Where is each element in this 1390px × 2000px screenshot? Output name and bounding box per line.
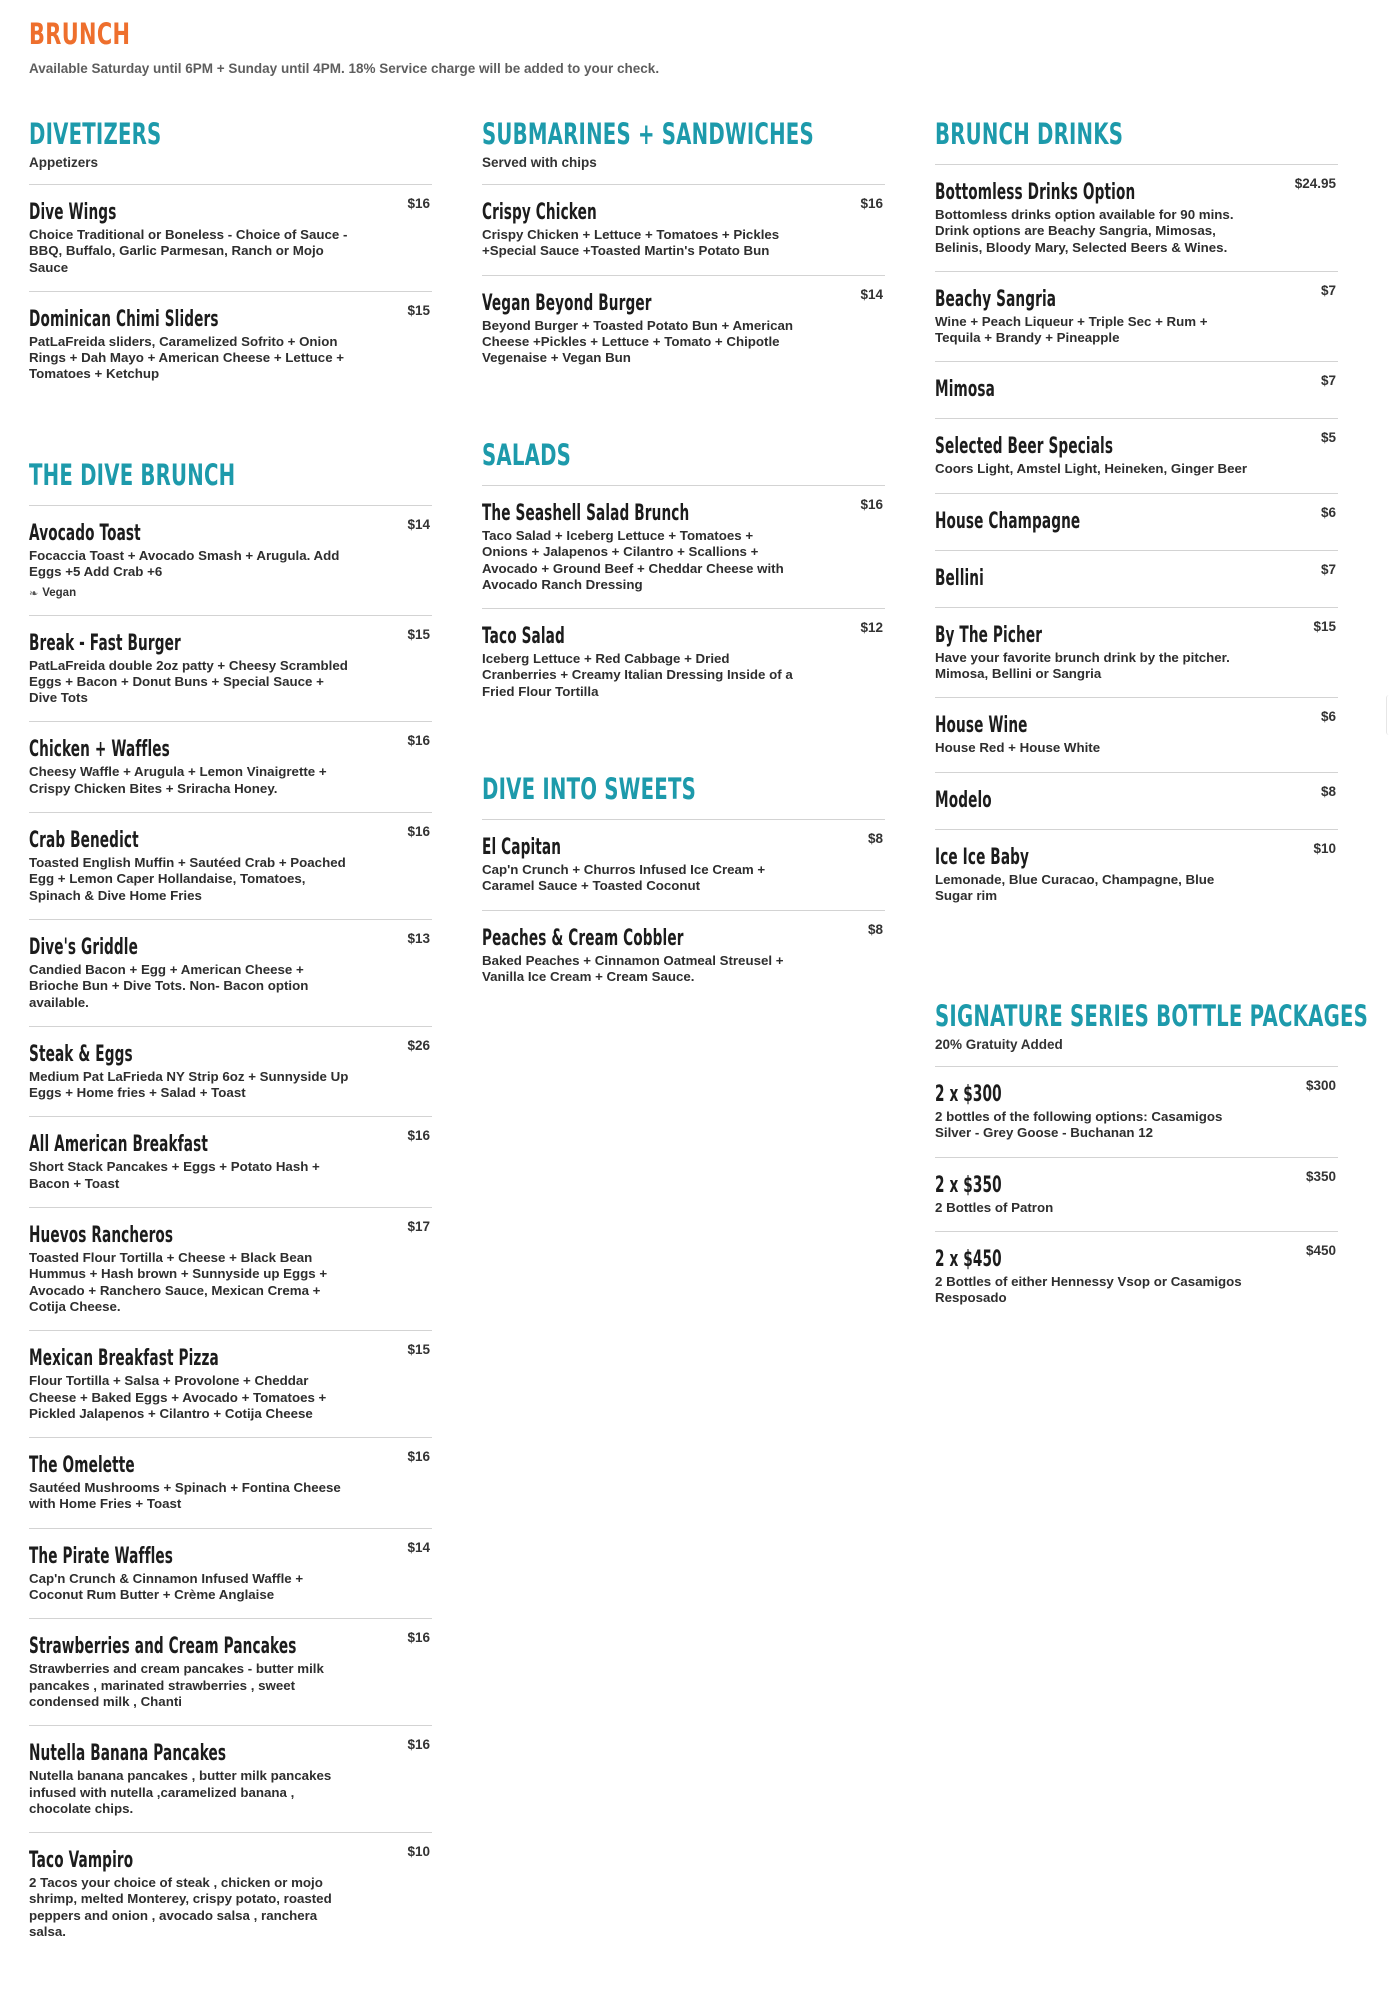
menu-item-list [935, 164, 1338, 919]
menu-item-description: Baked Peaches + Cinnamon Oatmeal Streusel + Vanilla Ice Cream + Cream Sauce. [482, 952, 784, 984]
menu-item [482, 819, 885, 910]
menu-item-price: $16 [407, 1128, 430, 1144]
menu-section [482, 772, 885, 1000]
menu-item-price: $15 [1313, 618, 1336, 634]
menu-section [29, 458, 432, 1955]
section-subtitle: Served with chips [482, 155, 597, 170]
menu-item-price: $450 [1305, 1242, 1336, 1258]
dietary-tag-label: Vegan [42, 587, 77, 600]
menu-item-price: $26 [407, 1037, 430, 1053]
menu-item [935, 1157, 1338, 1231]
menu-item [482, 184, 885, 275]
menu-item [29, 721, 432, 812]
menu-section [29, 117, 432, 398]
menu-item [935, 697, 1338, 771]
menu-item [29, 1437, 432, 1528]
menu-item [29, 1725, 432, 1832]
menu-item-description: Short Stack Pancakes + Eggs + Potato Hash + Bacon + Toast [29, 1159, 320, 1191]
menu-item [935, 607, 1338, 698]
menu-item [935, 164, 1338, 271]
section-title: THE DIVE BRUNCH [29, 458, 236, 492]
menu-item [935, 271, 1338, 362]
menu-item-name: Mimosa [935, 377, 995, 403]
menu-item-price: $14 [860, 286, 883, 302]
menu-item-price: $7 [1320, 373, 1336, 389]
section-subtitle: 20% Gratuity Added [935, 1037, 1063, 1052]
menu-item-price: $350 [1305, 1168, 1336, 1184]
menu-section [935, 117, 1338, 919]
menu-item-name: House Wine [935, 713, 1028, 739]
menu-item-price: $14 [407, 1539, 430, 1555]
menu-item-description: Flour Tortilla + Salsa + Provolone + Cheddar Cheese + Baked Eggs + Avocado + Tomatoes + Pickled Jalapenos + Cilantro + Cotija Cheese [29, 1373, 327, 1421]
menu-item-price: $16 [860, 196, 883, 211]
menu-item-name: Beachy Sangria [935, 286, 1057, 312]
section-title: DIVE INTO SWEETS [482, 772, 697, 806]
menu-item-price: $16 [407, 1737, 430, 1753]
menu-item-price: $16 [860, 497, 883, 512]
menu-item-price: $16 [407, 733, 430, 749]
menu-item-price: $7 [1320, 561, 1336, 577]
menu-item-price: $16 [407, 1449, 430, 1465]
menu-item-price: $13 [407, 930, 430, 946]
menu-item-name: Crispy Chicken [482, 200, 597, 225]
menu-item-name: Selected Beer Specials [935, 434, 1114, 460]
menu-item-name: El Capitan [482, 835, 562, 860]
menu-item-price: $6 [1320, 709, 1336, 725]
section-subtitle: Appetizers [29, 155, 99, 170]
menu-item-description: Toasted Flour Tortilla + Cheese + Black Bean Hummus + Hash brown + Sunnyside up Eggs + Avocado + Ranchero Sauce, Mexican Crema + Cotija Cheese. [29, 1250, 328, 1314]
menu-item-description: 2 Bottles of Patron [935, 1199, 1054, 1215]
menu-item-description: Bottomless drinks option available for 90 mins. Drink options are Beachy Sangria, Mimosas, Belinis, Bloody Mary, Selected Beers & Wines. [935, 207, 1234, 255]
menu-item-description: Candied Bacon + Egg + American Cheese + Brioche Bun + Dive Tots. Non- Bacon option available. [29, 961, 309, 1010]
menu-item-description: 2 Tacos your choice of steak , chicken or mojo shrimp, melted Monterey, crispy potato, roasted peppers and onion , avocado salsa , ranchera salsa. [29, 1875, 332, 1939]
menu-item-name: 2 x $300 [935, 1082, 1002, 1107]
section-title: BRUNCH DRINKS [935, 117, 1124, 151]
menu-item [935, 418, 1338, 492]
menu-item-name: Bellini [935, 565, 984, 591]
menu-item-price: $10 [1313, 840, 1336, 856]
menu-item-name: Dominican Chimi Sliders [29, 306, 219, 332]
menu-item-description: 2 bottles of the following options: Casamigos Silver - Grey Goose - Buchanan 12 [935, 1109, 1223, 1141]
menu-item-description: PatLaFreida double 2oz patty + Cheesy Scrambled Eggs + Bacon + Donut Buns + Special Sauce + Dive Tots [29, 657, 348, 706]
menu-item-price: $8 [867, 921, 883, 937]
menu-item-description: Cap'n Crunch + Churros Infused Ice Cream + Caramel Sauce + Toasted Coconut [482, 862, 766, 894]
menu-item-price: $300 [1305, 1078, 1336, 1093]
menu-item-name: Crab Benedict [29, 828, 139, 854]
menu-item [935, 550, 1338, 607]
menu-item-description: House Red + House White [935, 740, 1101, 756]
page-subtitle: Available Saturday until 6PM + Sunday until 4PM. 18% Service charge will be added to your check. [29, 61, 660, 76]
menu-item [935, 1231, 1338, 1322]
menu-item-name: Taco Salad [482, 624, 565, 650]
section-title: SUBMARINES + SANDWICHES [482, 117, 814, 151]
menu-item-name: The Omelette [29, 1453, 135, 1479]
menu-item-price: $10 [407, 1844, 430, 1860]
menu-item-name: Huevos Rancheros [29, 1223, 174, 1249]
menu-item-list [29, 505, 432, 1955]
menu-item [482, 275, 885, 382]
menu-item-description: PatLaFreida sliders, Caramelized Sofrito + Onion Rings + Dah Mayo + American Cheese + Lettuce + Tomatoes + Ketchup [29, 333, 345, 382]
menu-item-price: $15 [407, 626, 430, 642]
menu-item [935, 1066, 1338, 1157]
section-title: DIVETIZERS [29, 117, 162, 151]
menu-item-name: Vegan Beyond Burger [482, 290, 652, 316]
menu-item-name: 2 x $350 [935, 1172, 1002, 1198]
menu-item-price: $15 [407, 302, 430, 318]
menu-item [29, 1116, 432, 1207]
menu-item-name: By The Picher [935, 622, 1043, 648]
menu-item-description: Beyond Burger + Toasted Potato Bun + American Cheese +Pickles + Lettuce + Tomato + Chipotle Vegenaise + Vegan Bun [482, 317, 794, 366]
menu-item-name: Steak & Eggs [29, 1041, 133, 1067]
menu-item-name: Ice Ice Baby [935, 844, 1030, 870]
menu-item-description: Wine + Peach Liqueur + Triple Sec + Rum + Tequila + Brandy + Pineapple [935, 313, 1208, 346]
menu-item-name: Mexican Breakfast Pizza [29, 1346, 219, 1372]
menu-item-name: Chicken + Waffles [29, 737, 170, 763]
menu-item-list [29, 184, 432, 398]
menu-section [482, 438, 885, 715]
menu-item-description: Lemonade, Blue Curacao, Champagne, Blue Sugar rim [935, 871, 1215, 903]
menu-item-price: $7 [1320, 282, 1336, 298]
menu-item-name: Dive Wings [29, 200, 117, 225]
menu-section [935, 999, 1369, 1321]
menu-item-price: $8 [867, 831, 883, 846]
menu-item [935, 829, 1338, 920]
menu-item [482, 608, 885, 715]
menu-item-name: Modelo [935, 787, 992, 813]
menu-item-name: Nutella Banana Pancakes [29, 1741, 227, 1767]
menu-item-description: Toasted English Muffin + Sautéed Crab + Poached Egg + Lemon Caper Hollandaise, Tomatoes, Spinach & Dive Home Fries [29, 855, 346, 903]
menu-item-description: Coors Light, Amstel Light, Heineken, Ginger Beer [935, 461, 1248, 477]
menu-item-price: $5 [1320, 430, 1336, 446]
menu-item-name: Dive's Griddle [29, 934, 138, 960]
menu-item [29, 812, 432, 919]
menu-item-list [482, 184, 885, 381]
menu-item-description: Focaccia Toast + Avocado Smash + Arugula. Add Eggs +5 Add Crab +6 [29, 548, 340, 580]
menu-item-price: $8 [1320, 783, 1336, 799]
menu-item-description: Cheesy Waffle + Arugula + Lemon Vinaigrette + Crispy Chicken Bites + Sriracha Honey. [29, 764, 327, 796]
leaf-icon: ❧ [29, 587, 39, 600]
menu-item-description: Iceberg Lettuce + Red Cabbage + Dried Cranberries + Creamy Italian Dressing Inside of a Fried Flour Tortilla [482, 651, 793, 699]
menu-item [29, 1528, 432, 1619]
menu-section [482, 117, 885, 381]
menu-item [29, 291, 432, 398]
menu-item-description: Have your favorite brunch drink by the pitcher. Mimosa, Bellini or Sangria [935, 649, 1230, 682]
dietary-tag [29, 587, 432, 600]
menu-item [29, 184, 432, 291]
menu-item-price: $24.95 [1294, 176, 1336, 191]
menu-item [29, 615, 432, 722]
page-title: BRUNCH [29, 17, 131, 51]
section-title: SALADS [482, 438, 572, 472]
menu-item-price: $12 [860, 620, 883, 636]
menu-item-name: Peaches & Cream Cobbler [482, 925, 684, 951]
menu-item-price: $17 [407, 1219, 430, 1235]
menu-item [29, 919, 432, 1026]
menu-item-name: 2 x $450 [935, 1246, 1002, 1272]
menu-item [482, 485, 885, 608]
menu-item-name: The Pirate Waffles [29, 1543, 174, 1569]
menu-item-name: Avocado Toast [29, 521, 141, 546]
menu-item [29, 1026, 432, 1117]
menu-item [935, 361, 1338, 418]
menu-item-name: Strawberries and Cream Pancakes [29, 1634, 297, 1660]
menu-item [935, 772, 1338, 829]
menu-item-list [482, 485, 885, 715]
section-title: SIGNATURE SERIES BOTTLE PACKAGES [935, 999, 1369, 1033]
menu-item-name: House Champagne [935, 508, 1081, 534]
menu-item-price: $16 [407, 824, 430, 840]
menu-item-name: The Seashell Salad Brunch [482, 501, 690, 526]
menu-item [935, 493, 1338, 550]
menu-item-name: Bottomless Drinks Option [935, 180, 1136, 205]
scroll-handle[interactable] [1386, 695, 1390, 735]
menu-item-list [482, 819, 885, 1000]
menu-item-price: $15 [407, 1342, 430, 1358]
menu-item-description: 2 Bottles of either Hennessy Vsop or Casamigos Resposado [935, 1273, 1242, 1306]
menu-item [29, 1330, 432, 1437]
menu-item-description: Cap'n Crunch & Cinnamon Infused Waffle + Coconut Rum Butter + Crème Anglaise [29, 1570, 304, 1603]
menu-item [482, 910, 885, 1001]
menu-item [29, 505, 432, 615]
menu-item-price: $16 [407, 1630, 430, 1646]
menu-item-description: Choice Traditional or Boneless - Choice of Sauce - BBQ, Buffalo, Garlic Parmesan, Ranch or Mojo Sauce [29, 227, 348, 275]
menu-item [29, 1207, 432, 1330]
menu-item-price: $16 [407, 196, 430, 211]
menu-item-description: Crispy Chicken + Lettuce + Tomatoes + Pickles +Special Sauce +Toasted Martin's Potato Bun [482, 227, 780, 259]
menu-item-name: Taco Vampiro [29, 1848, 134, 1874]
menu-item-price: $14 [407, 517, 430, 532]
menu-item-description: Taco Salad + Iceberg Lettuce + Tomatoes + Onions + Jalapenos + Cilantro + Scallions + Avocado + Ground Beef + Cheddar Cheese with Avocado Ranch Dressing [482, 528, 784, 592]
menu-item-list [935, 1066, 1338, 1321]
menu-item-description: Medium Pat LaFrieda NY Strip 6oz + Sunnyside Up Eggs + Home fries + Salad + Toast [29, 1068, 349, 1101]
menu-item-name: Break - Fast Burger [29, 630, 181, 656]
menu-item-description: Nutella banana pancakes , butter milk pancakes infused with nutella ,caramelized banana , chocolate chips. [29, 1768, 332, 1816]
menu-item-price: $6 [1320, 504, 1336, 520]
menu-item [29, 1832, 432, 1955]
menu-item [29, 1618, 432, 1725]
menu-item-description: Sautéed Mushrooms + Spinach + Fontina Cheese with Home Fries + Toast [29, 1480, 341, 1512]
menu-item-name: All American Breakfast [29, 1132, 208, 1158]
menu-item-description: Strawberries and cream pancakes - butter milk pancakes , marinated strawberries , sweet condensed milk , Chanti [29, 1661, 324, 1709]
